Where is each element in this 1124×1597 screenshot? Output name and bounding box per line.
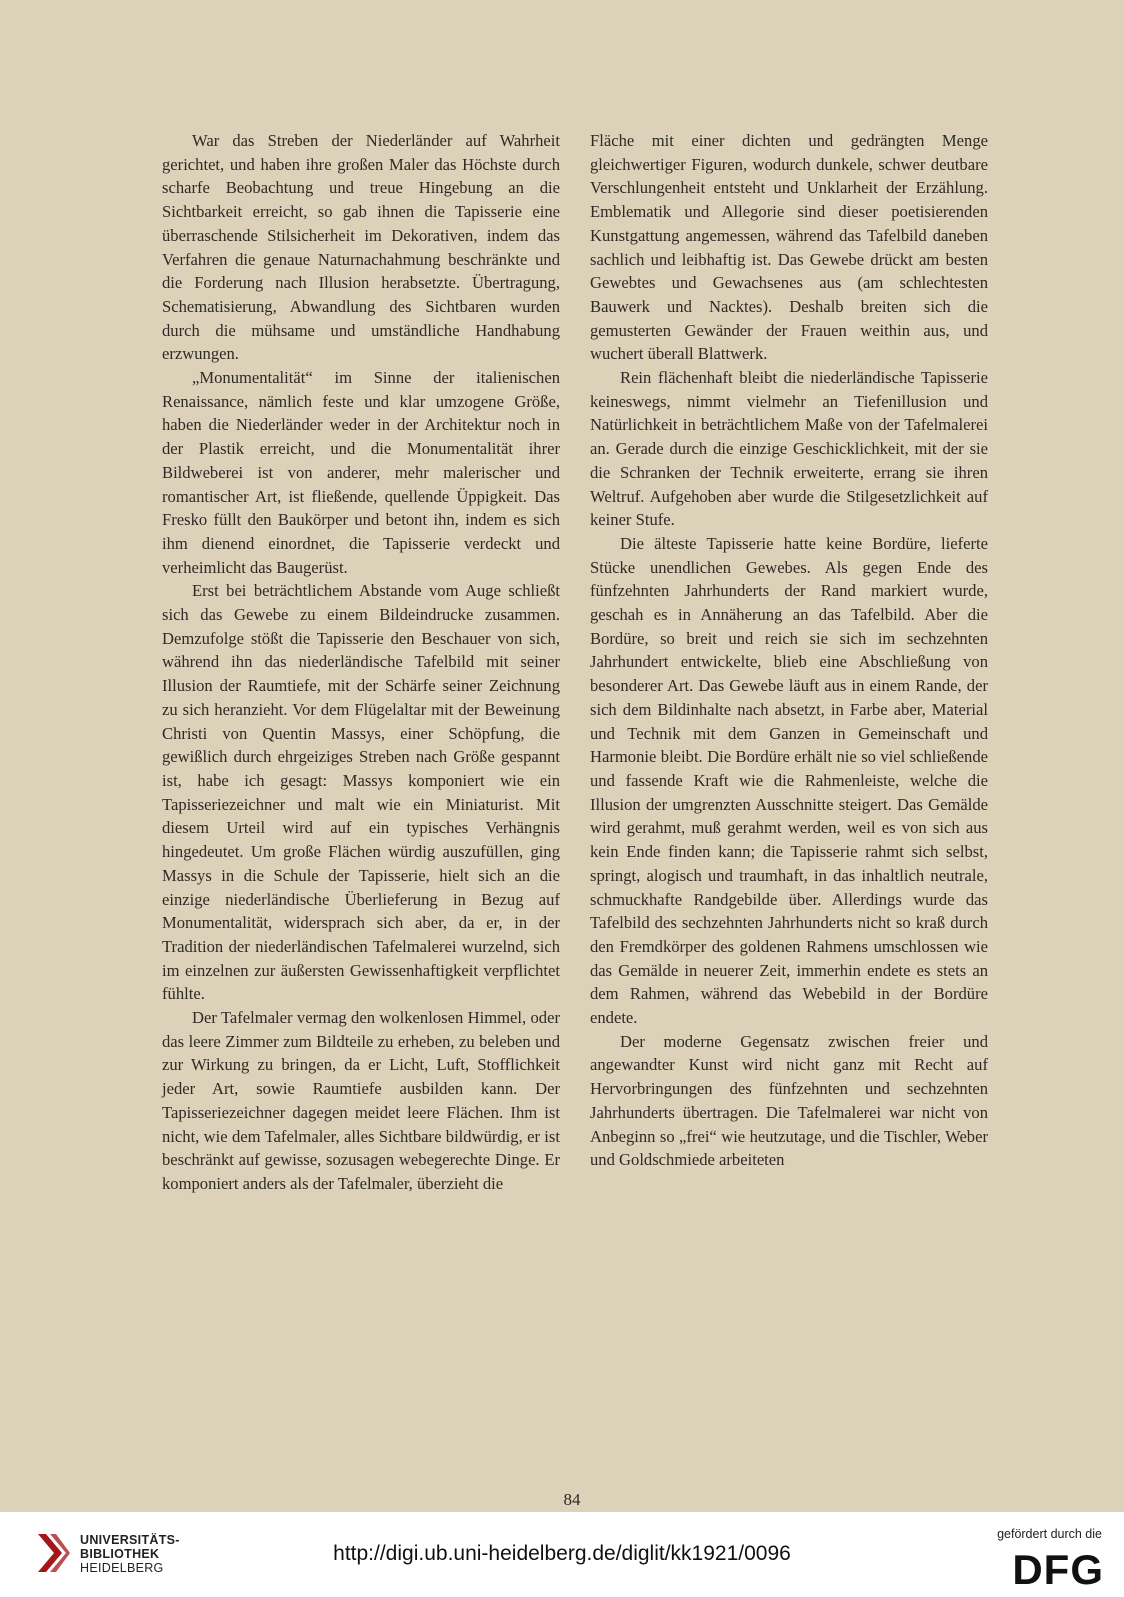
footer-bar [0, 1512, 1124, 1597]
source-url-link[interactable]: http://digi.ub.uni-heidelberg.de/diglit/kk1921/0096 [333, 1542, 791, 1565]
library-name: UNIVERSITÄTS- BIBLIOTHEK HEIDELBERG [80, 1533, 180, 1575]
dfg-logo: DFG [1012, 1546, 1104, 1593]
paragraph: Der Tafelmaler vermag den wolkenlosen Himmel, oder das leere Zimmer zum Bildteile zu erheben, zu beleben und zur Wirkung zu bringen, da er Licht, Luft, Stofflichkeit jeder Art, sowie Raumtiefe ausbilden kann. Der Tapisseriezeichner dagegen meidet leere Flächen. Ihm ist nicht, wie dem Tafelmaler, alles Sichtbare bildwürdig, er ist beschränkt auf gewisse, sozusagen webegerechte Dinge. Er komponiert anders als der Tafelmaler, überzieht die [162, 1008, 560, 1193]
paragraph: Erst bei beträchtlichem Abstande vom Auge schließt sich das Gewebe zu einem Bildeindrucke zusammen. Demzufolge stößt die Tapisserie den Beschauer von sich, während ihn das niederländische Tafelbild mit seiner Illusion der Raumtiefe, mit der Schärfe seiner Zeichnung zu sich heranzieht. Vor dem Flügelaltar mit der Beweinung Christi von Quentin Massys, einer Schöpfung, die gewißlich durch ehrgeiziges Streben nach Größe gespannt ist, habe ich gesagt: Massys komponiert wie ein Tapisseriezeichner und malt wie ein Miniaturist. Mit diesem Urteil wird auf ein typisches Verhängnis hingedeutet. Um große Flächen würdig auszufüllen, ging Massys in die Schule der Tapisserie, hielt sich an die einzige niederländische Überlieferung in Bezug auf Monumentalität, widersprach sich aber, da er, in der Tradition der niederländischen Tafelmalerei wurzelnd, sich im einzelnen zur äußersten Gewissenhaftigkeit verpflichtet fühlte. [162, 581, 560, 1004]
paragraph: Rein flächenhaft bleibt die niederländische Tapisserie keineswegs, nimmt vielmehr an Tiefenillusion und Natürlichkeit in beträchtlichem Maße von der Tafelmalerei an. Gerade durch die einzige Geschicklichkeit, mit der sie die Schranken der Technik erweiterte, errang sie ihren Weltruf. Aufgehoben aber wurde die Stilgesetzlichkeit auf keiner Stufe. [590, 368, 988, 530]
paragraph: War das Streben der Niederländer auf Wahrheit gerichtet, und haben ihre großen Maler das Höchste durch scharfe Beobachtung und treue Hingebung an die Sichtbarkeit erreicht, so gab ihnen die Tapisserie eine überraschende Stilsicherheit im Dekorativen, indem das Verfahren die genaue Naturnachahmung beschränkte und die Forderung nach Illusion herabsetzte. Übertragung, Schematisierung, Abwandlung des Sichtbaren wurden durch die mühsame und umständliche Handhabung erzwungen. [162, 131, 560, 364]
right-text-column [590, 129, 988, 1172]
paragraph: Die älteste Tapisserie hatte keine Bordüre, lieferte Stücke unendlichen Gewebes. Als gegen Ende des fünfzehnten Jahrhunderts der Rand markiert wurde, geschah es in Annäherung an das Tafelbild. Aber die Bordüre, so breit und reich sie sich im sechzehnten Jahrhundert entwickelte, blieb eine Abschließung von besonderer Art. Das Gewebe läuft aus in einem Rande, der sich dem Bildinhalte nach absetzt, in Farbe aber, Material und Technik mit dem Ganzen in Gemeinschaft und Harmonie bleibt. Die Bordüre erhält nie so viel schließende und fassende Kraft wie die Rahmenleiste, welche die Illusion der umgrenzten Ausschnitte steigert. Das Gemälde wird gerahmt, muß gerahmt werden, weil es von sich aus kein Ende finden kann; die Tapisserie rahmt sich selbst, springt, alogisch und traumhaft, in das inhaltlich neutrale, schmuckhafte Randgebilde über. Allerdings wurde das Tafelbild des sechzehnten Jahrhunderts nicht so kraß durch den Fremdkörper des goldenen Rahmens umschlossen wie das Gemälde in neuerer Zeit, immerhin endete es stets an dem Rahmen, während das Webebild in der Bordüre endete. [590, 533, 988, 1028]
page-number: 84 [563, 1490, 581, 1509]
paragraph: Fläche mit einer dichten und gedrängten Menge gleichwertiger Figuren, wodurch dunkele, schwer deutbare Verschlungenheit entsteht und Unklarheit der Erzählung. Emblematik und Allegorie sind dieser poetisierenden Kunstgattung angemessen, während das Tafelbild daneben sachlich und leibhaftig ist. Das Gewebe drückt am besten Gewebtes und Gewachsenes aus (am schlechtesten Bauwerk und Nacktes). Deshalb breiten sich die gemusterten Gewänder der Frauen weithin aus, und wuchert überall Blattwerk. [590, 131, 988, 364]
left-text-column [162, 129, 560, 1196]
paragraph: Der moderne Gegensatz zwischen freier und angewandter Kunst wird nicht ganz mit Recht auf Hervorbringungen des fünfzehnten und sechzehnten Jahrhunderts übertragen. Die Tafelmalerei war nicht von Anbeginn so „frei“ wie heutzutage, und die Tischler, Weber und Goldschmiede arbeiteten [590, 1031, 988, 1170]
sponsor-text: gefördert durch die [997, 1527, 1102, 1541]
paragraph: „Monumentalität“ im Sinne der italienischen Renaissance, nämlich feste und klar umzogene Größe, haben die Niederländer weder in der Architektur noch in der Plastik erreicht, und die Monumentalität ihrer Bildweberei ist von anderer, mehr malerischer und romantischer Art, ist fließende, quellende Üppigkeit. Das Fresko füllt den Baukörper und betont ihn, indem es sich ihm dienend einordnet, die Tapisserie verdeckt und verheimlicht das Baugerüst. [162, 368, 560, 577]
